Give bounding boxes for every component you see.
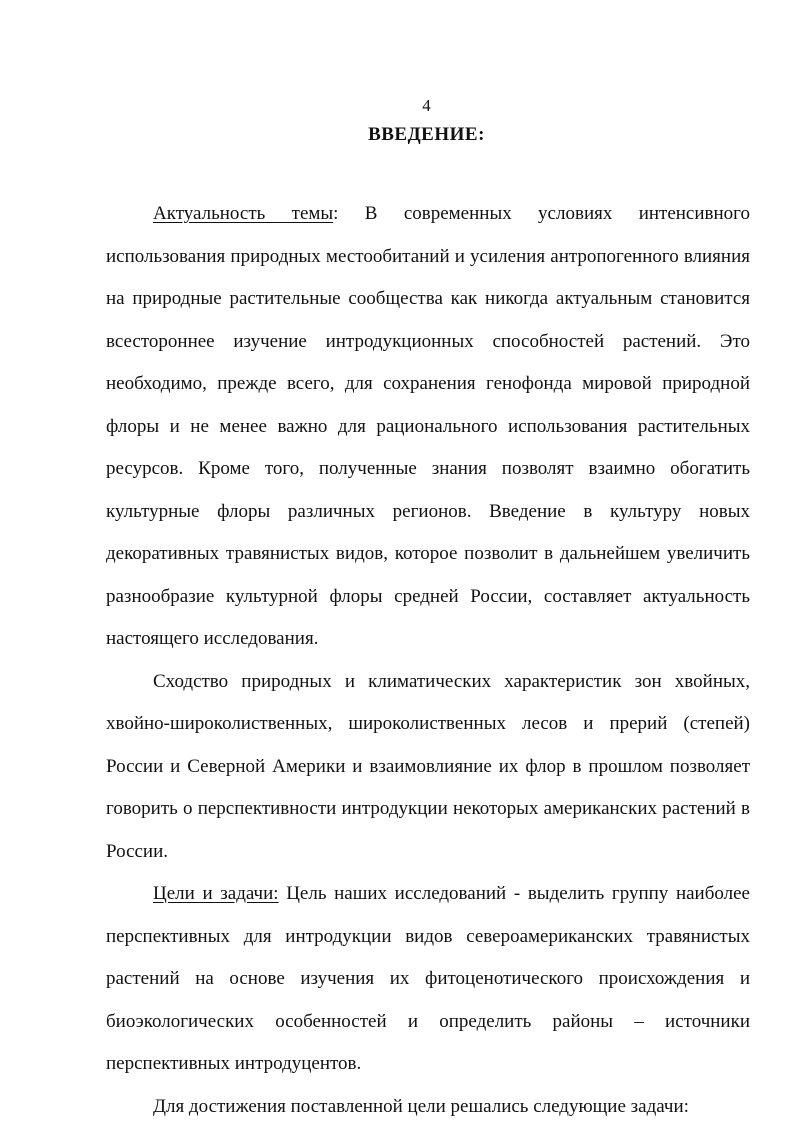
relevance-text: В современных условиях интенсивного использования природных местообитаний и усиления антропогенного влияния на природные растительные сообщества как никогда актуальным становится всестороннее изучение интродукционных способностей растений. Это необходимо, прежде всего, для сохранения генофонда мировой природной флоры и не менее важно для рационального использования растительных ресурсов. Кроме того, полученные знания позволят взаимно обогатить культурные флоры различных регионов. Введение в культуру новых декоративных травянистых видов, которое позволит в дальнейшем увеличить разнообразие культурной флоры средней России, составляет актуальность настоящего исследования. (106, 203, 750, 649)
paragraph-relevance (106, 193, 750, 661)
goals-label: Цели и задачи: (153, 883, 279, 904)
document-body (106, 193, 750, 1128)
paragraph-goals (106, 873, 750, 1086)
goals-text: Цель наших исследований - выделить группу наиболее перспективных для интродукции видов североамериканских травянистых растений на основе изучения их фитоценотического происхождения и биоэкологических особенностей и определить районы – источники перспективных интродуцентов. (106, 883, 750, 1074)
relevance-colon: : (333, 203, 338, 224)
paragraph-similarity (106, 661, 750, 874)
page-number: 4 (30, 96, 793, 116)
section-title: ВВЕДЕНИЕ: (30, 124, 793, 146)
relevance-label: Актуальность темы (153, 203, 333, 224)
tasks-text: Для достижения поставленной цели решались следующие задачи: (153, 1096, 689, 1117)
similarity-text: Сходство природных и климатических характеристик зон хвойных, хвойно-широколиственных, широколиственных лесов и прерий (степей) России и Северной Америки и взаимовлияние их флор в прошлом позволяет говорить о перспективности интродукции некоторых американских растений в России. (106, 671, 750, 862)
